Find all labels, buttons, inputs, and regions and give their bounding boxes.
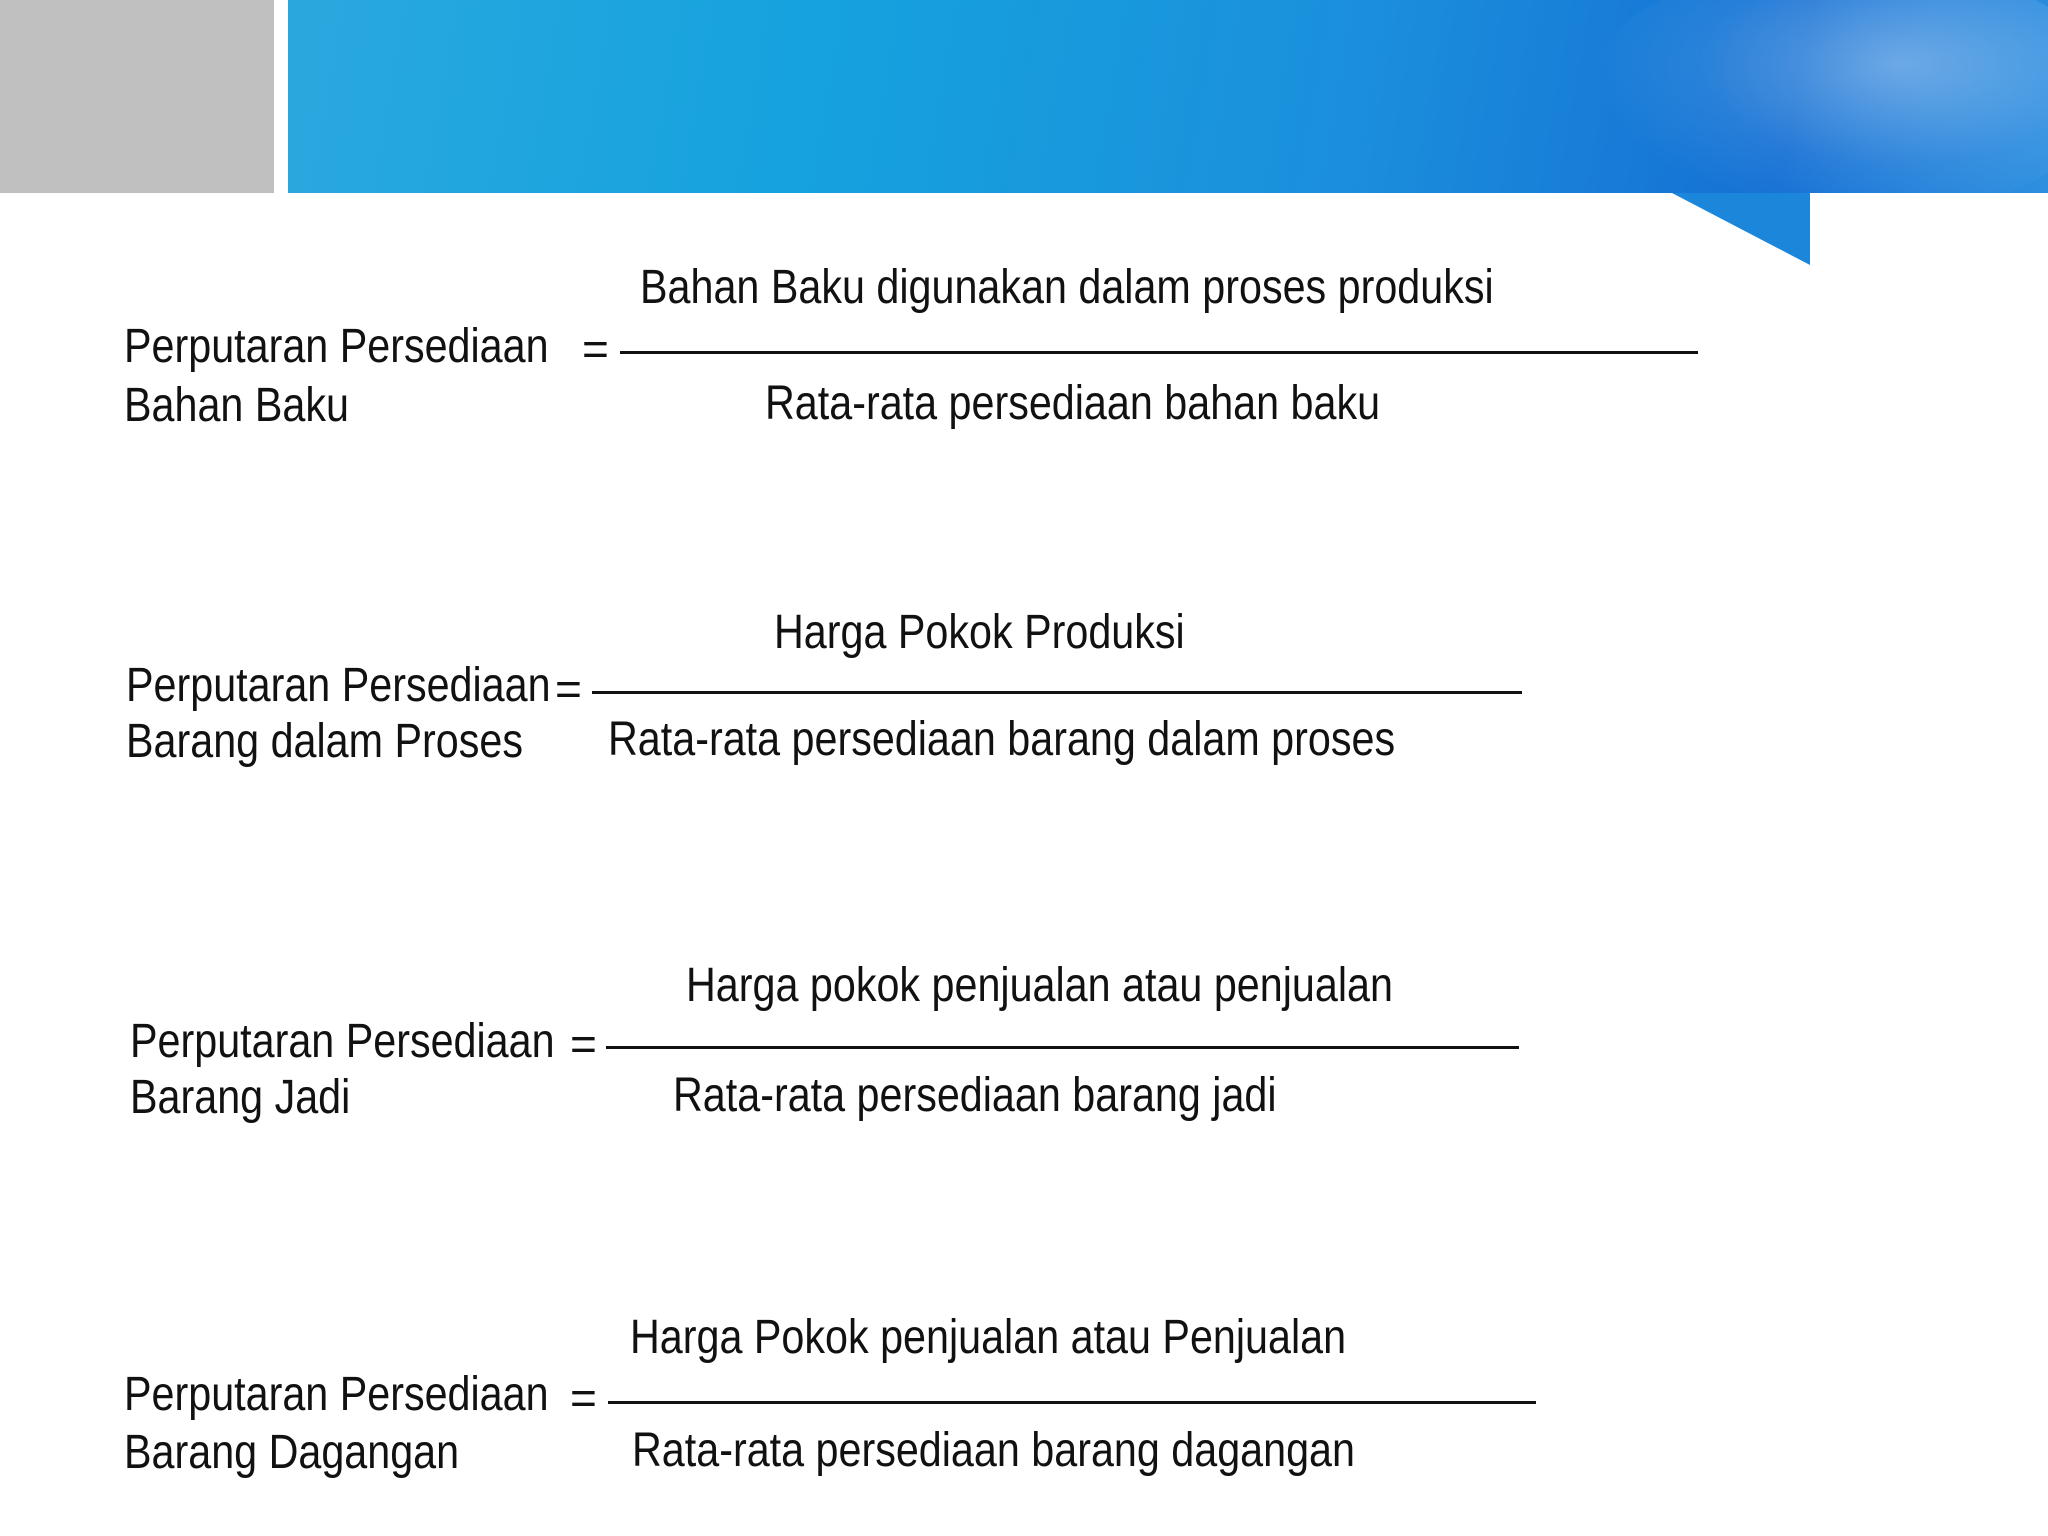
formula-lhs-line2: Barang dalam Proses — [126, 715, 523, 768]
formula-denominator: Rata-rata persediaan barang jadi — [673, 1069, 1277, 1122]
equals-sign: = — [570, 1372, 597, 1424]
fraction-bar — [620, 351, 1698, 354]
formula-denominator: Rata-rata persediaan barang dagangan — [632, 1424, 1355, 1477]
formula-lhs-line1: Perputaran Persediaan — [124, 1368, 549, 1421]
formula-lhs-line1: Perputaran Persediaan — [126, 659, 551, 712]
equals-sign: = — [570, 1018, 597, 1070]
fraction-bar — [608, 1401, 1536, 1404]
formula-numerator: Harga pokok penjualan atau penjualan — [686, 959, 1393, 1012]
formula-numerator: Bahan Baku digunakan dalam proses produksi — [640, 261, 1494, 314]
formula-lhs-line2: Bahan Baku — [124, 379, 349, 432]
fraction-bar — [606, 1046, 1519, 1049]
equals-sign: = — [555, 663, 582, 715]
header-banner-tail — [1672, 193, 1810, 265]
header-banner — [288, 0, 2048, 193]
formula-lhs-line1: Perputaran Persediaan — [124, 320, 549, 373]
formula-lhs-line1: Perputaran Persediaan — [130, 1015, 555, 1068]
formula-numerator: Harga Pokok Produksi — [774, 606, 1185, 659]
formula-denominator: Rata-rata persediaan barang dalam proses — [608, 713, 1396, 766]
equals-sign: = — [582, 323, 609, 375]
fraction-bar — [592, 691, 1522, 694]
formula-numerator: Harga Pokok penjualan atau Penjualan — [630, 1311, 1347, 1364]
header-gloss — [1588, 0, 2048, 193]
formula-lhs-line2: Barang Jadi — [130, 1071, 351, 1124]
formula-denominator: Rata-rata persediaan bahan baku — [765, 377, 1381, 430]
formula-lhs-line2: Barang Dagangan — [124, 1426, 460, 1479]
header-gray-block — [0, 0, 274, 193]
